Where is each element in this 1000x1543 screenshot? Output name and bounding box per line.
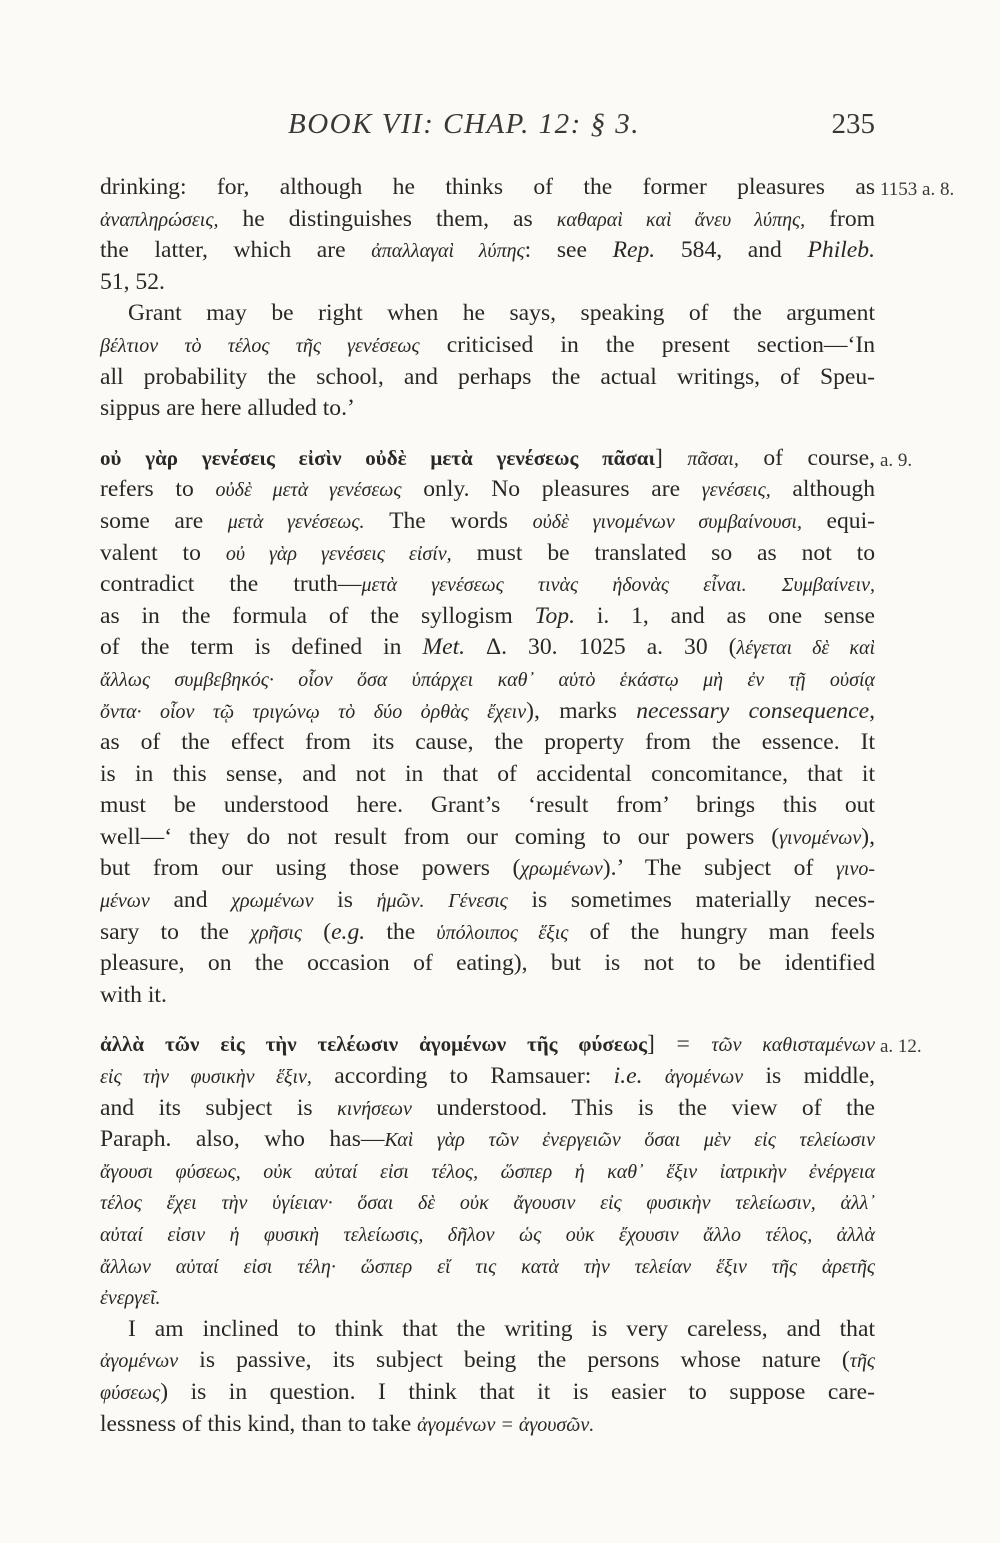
text-segment: κινήσεων — [337, 1097, 412, 1120]
text-segment: ] = — [647, 1031, 712, 1058]
text-segment: criticised in the present section—‘In — [419, 331, 875, 358]
margin-reference: a. 9. — [880, 449, 913, 471]
text-segment: Γένεσις — [448, 890, 508, 913]
text-segment: e.g. — [331, 918, 366, 945]
text-line — [100, 298, 875, 330]
text-line — [100, 538, 875, 570]
text-segment: μετὰ γενέσεως τινὰς ἡδονὰς εἶναι. — [361, 574, 747, 597]
text-segment: μετὰ γενέσεως. — [227, 510, 365, 533]
text-segment: of the hungry man feels — [568, 918, 875, 945]
text-line — [100, 362, 875, 394]
text-segment: is passive, its subject being the persons whose nature ( — [178, 1347, 850, 1374]
text-line — [100, 1219, 875, 1251]
text-segment: i.e. — [613, 1063, 643, 1090]
text-segment: ).’ The subject of — [602, 855, 837, 882]
text-segment: γινο- — [836, 858, 875, 881]
text-segment: sippus are here alluded to.’ — [100, 395, 355, 422]
text-segment: φύσεως — [100, 1381, 161, 1404]
text-segment: τέλος ἔχει τὴν ὑγίειαν· ὅσαι δὲ οὐκ ἄγουσιν εἰς φυσικὴν τελείωσιν, ἀλλ᾽ — [100, 1192, 875, 1215]
text-segment: βέλτιον τὸ τέλος τῆς γενέσεως — [100, 334, 420, 357]
text-segment — [643, 1063, 665, 1089]
text-segment: i. 1, and as one sense — [575, 602, 875, 629]
text-segment: according to Ramsauer: — [311, 1063, 614, 1090]
text-line — [100, 1251, 875, 1283]
text-segment: ἄγουσι φύσεως, οὐκ αὐταί εἰσι τέλος, ὥσπερ ἡ καθ᾽ ἕξιν ἰατρικὴν ἐνέργεια — [100, 1160, 875, 1183]
text-segment: πᾶσαι, — [687, 447, 739, 470]
text-line — [100, 569, 875, 601]
text-line — [100, 1093, 875, 1125]
text-segment: ὑπόλοιπος ἕξις — [436, 921, 569, 944]
text-segment: Rep. — [612, 237, 656, 264]
text-segment: χρωμένων — [231, 890, 314, 913]
text-segment: οὐδὲ γινομένων συμβαίνουσι, — [532, 510, 802, 533]
text-line — [100, 474, 875, 506]
text-segment: The words — [364, 507, 533, 534]
text-segment: equi- — [801, 507, 875, 534]
text-segment: some are — [100, 507, 228, 534]
text-segment: but from our using those powers ( — [100, 855, 521, 882]
text-segment: ἄλλως συμβεβηκός· οἷον ὅσα ὑπάρχει καθ᾽ αὑτὸ ἑκάστῳ μὴ ἐν τῇ οὐσίᾳ — [100, 668, 875, 691]
text-segment: with it. — [100, 981, 167, 1008]
running-head: BOOK VII: CHAP. 12: § 3. — [288, 108, 641, 140]
text-segment — [747, 571, 782, 597]
text-segment: only. No pleasures are — [401, 476, 702, 503]
text-line — [100, 393, 875, 425]
text-segment: εἰς τὴν φυσικὴν ἕξιν, — [100, 1066, 312, 1089]
text-segment: drinking: for, although he thinks of the former pleasures as — [100, 174, 875, 200]
text-segment: as in the formula of the syllogism — [100, 602, 535, 629]
text-segment: he distinguishes them, as — [218, 205, 557, 232]
text-segment: as of the effect from its cause, the property from the essence. It — [100, 729, 875, 756]
text-segment: is middle, — [743, 1063, 875, 1090]
text-line — [100, 267, 875, 299]
text-segment: λέγεται δὲ καὶ — [736, 637, 875, 660]
text-segment: ὄντα· οἷον τῷ τριγώνῳ τὸ δύο ὀρθὰς ἔχειν — [100, 700, 527, 723]
text-segment: ἀναπληρώσεις, — [100, 208, 219, 231]
text-segment: lessness of this kind, than to take — [100, 1410, 418, 1437]
text-line — [100, 1061, 875, 1093]
text-line — [100, 1124, 875, 1156]
text-segment: understood. This is the view of the — [411, 1094, 875, 1121]
text-segment: the — [365, 918, 437, 945]
text-segment: τῆς — [849, 1350, 875, 1373]
text-segment: is in this sense, and not in that of accidental concomitance, that it — [100, 760, 875, 787]
text-segment: Phileb. — [807, 237, 875, 264]
text-segment: 51, 52. — [100, 268, 165, 295]
text-segment: I am inclined to think that the writing is very careless, and that — [128, 1315, 875, 1342]
text-segment: Δ. 30. 1025 a. 30 ( — [465, 634, 737, 661]
text-segment: well—‘ they do not result from our coming to our powers ( — [100, 823, 780, 850]
text-segment: Met. — [422, 634, 466, 661]
lemma: οὐ γὰρ γενέσεις εἰσὶν οὐδὲ μετὰ γενέσεως πᾶσαι — [100, 445, 656, 470]
text-line — [100, 790, 875, 822]
text-line — [100, 204, 875, 236]
text-line — [100, 1377, 875, 1409]
text-line — [100, 1345, 875, 1377]
text-segment: valent to — [100, 539, 226, 566]
text-segment: refers to — [100, 476, 216, 503]
text-line — [100, 443, 913, 475]
text-segment: ἀγομένων — [100, 1350, 179, 1373]
text-segment: is — [313, 887, 377, 914]
text-line — [100, 235, 875, 267]
page-number: 235 — [831, 108, 875, 140]
text-line — [100, 664, 875, 696]
text-line — [100, 948, 875, 980]
text-segment: μένων — [100, 890, 150, 913]
text-line — [100, 601, 875, 633]
text-segment: contradict the truth— — [100, 571, 362, 598]
text-line — [100, 885, 875, 917]
text-segment: must be understood here. Grant’s ‘result from’ brings this out — [100, 792, 875, 819]
page-header — [100, 108, 875, 158]
text-segment: καθαραὶ καὶ ἄνευ λύπης, — [556, 208, 806, 231]
text-segment: τῶν καθισταμένων — [711, 1034, 876, 1057]
text-segment: χρωμένων — [520, 858, 603, 881]
text-segment: ἀπαλλαγαὶ λύπης — [371, 240, 525, 263]
text-segment: ) is in question. I think that it is easier to suppose care- — [160, 1378, 875, 1405]
text-segment: αὐταί εἰσιν ἡ φυσικὴ τελείωσις, δῆλον ὡς οὐκ ἔχουσιν ἄλλο τέλος, ἀλλὰ — [100, 1224, 875, 1246]
text-segment: Συμβαίνειν, — [781, 574, 875, 597]
text-segment: γινομένων — [779, 826, 862, 849]
text-line — [100, 172, 955, 204]
text-segment: pleasure, on the occasion of eating), but is not to be identified — [100, 950, 875, 977]
text-segment: and its subject is — [100, 1094, 338, 1121]
text-line — [100, 1282, 875, 1314]
text-segment: is sometimes materially neces- — [507, 887, 875, 914]
text-line — [100, 759, 875, 791]
commentary-text — [100, 172, 955, 1440]
text-segment: ἀγομένων — [664, 1066, 744, 1089]
text-segment: ἀγομένων = ἀγουσῶν. — [417, 1413, 595, 1436]
text-segment: οὐδὲ μετὰ γενέσεως — [215, 479, 402, 502]
text-segment: Καὶ γὰρ τῶν ἐνεργειῶν ὅσαι μὲν εἰς τελείωσιν — [384, 1129, 875, 1152]
text-segment: of course, — [738, 444, 875, 471]
text-segment: χρῆσις — [250, 921, 302, 944]
text-line — [100, 853, 875, 885]
text-segment: Paraph. also, who has— — [100, 1126, 385, 1153]
text-segment: ἄλλων αὐταί εἰσι τέλη· ὥσπερ εἴ τις κατὰ τὴν τελείαν ἕξιν τῆς ἀρετῆς — [100, 1255, 875, 1278]
text-segment: ] — [655, 444, 688, 471]
text-segment: ), — [861, 823, 875, 850]
text-line — [100, 632, 875, 664]
text-segment: from — [805, 205, 876, 232]
text-line — [100, 1187, 875, 1219]
text-segment — [425, 887, 449, 913]
text-segment: sary to the — [100, 918, 251, 945]
text-line — [100, 330, 875, 362]
text-line — [100, 1156, 875, 1188]
text-segment: 584, and — [655, 237, 808, 264]
text-segment: the latter, which are — [100, 237, 372, 264]
text-segment: : see — [524, 237, 613, 264]
text-line — [100, 696, 875, 728]
text-segment: must be translated so as not to — [451, 539, 876, 566]
text-line — [100, 506, 875, 538]
lemma: ἀλλὰ τῶν εἰς τὴν τελέωσιν ἀγομένων τῆς φύσεως — [100, 1032, 648, 1057]
text-segment: ( — [302, 918, 332, 945]
text-segment: necessary consequence, — [636, 697, 876, 724]
text-segment: οὐ γὰρ γενέσεις εἰσίν, — [225, 542, 452, 565]
text-line — [100, 917, 875, 949]
text-segment: of the term is defined in — [100, 634, 423, 661]
text-line — [100, 822, 875, 854]
text-segment: Top. — [534, 602, 575, 629]
text-line — [100, 1029, 922, 1061]
text-segment: although — [770, 476, 875, 503]
text-line — [100, 1314, 875, 1346]
text-line — [100, 727, 875, 759]
text-segment: Grant may be right when he says, speaking of the argument — [128, 300, 875, 327]
text-segment: ἐνεργεῖ. — [100, 1287, 161, 1310]
text-line — [100, 1409, 875, 1441]
text-line — [100, 980, 875, 1012]
text-segment: ), marks — [526, 697, 637, 724]
text-segment: γενέσεις, — [701, 479, 771, 502]
text-segment: and — [149, 887, 232, 914]
margin-reference: a. 12. — [880, 1036, 922, 1058]
margin-reference: 1153 a. 8. — [880, 179, 955, 200]
text-segment: all probability the school, and perhaps the actual writings, of Speu- — [100, 363, 875, 390]
text-segment: ἡμῶν. — [376, 890, 425, 913]
